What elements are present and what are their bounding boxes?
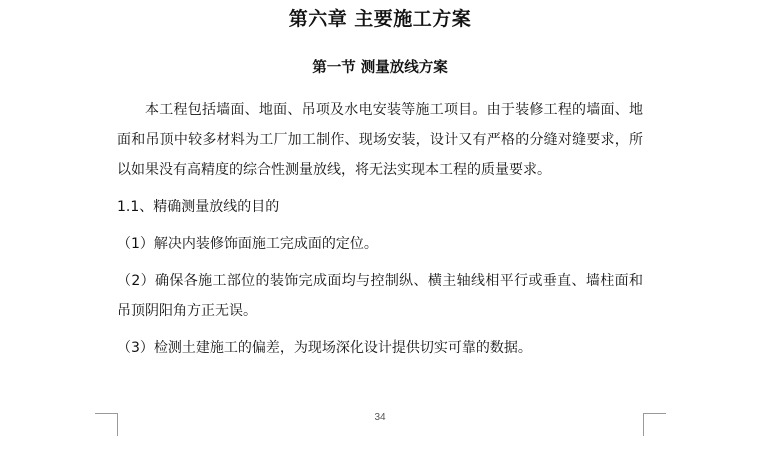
document-body [117,95,643,363]
list-item-3: （3）检测土建施工的偏差，为现场深化设计提供切实可靠的数据。 [117,340,532,356]
chapter-title: 第六章 主要施工方案 [288,8,472,30]
section-title: 第一节 测量放线方案 [312,60,448,76]
intro-paragraph: 本工程包括墙面、地面、吊项及水电安装等施工项目。由于装修工程的墙面、地面和吊顶中较多材料为工厂加工制作、现场安装，设计又有严格的分缝对缝要求，所以如果没有高精度的综合性测量放线，将无法实现本工程的质量要求。 [117,102,643,178]
page-number: 34 [374,412,386,423]
list-item-1: （1）解决内装修饰面施工完成面的定位。 [117,236,378,252]
list-item-2: （2）确保各施工部位的装饰完成面均与控制纵、横主轴线相平行或垂直、墙柱面和吊顶阴阳角方正无误。 [117,273,643,319]
subheading-1-1: 1.1、精确测量放线的目的 [117,199,280,215]
